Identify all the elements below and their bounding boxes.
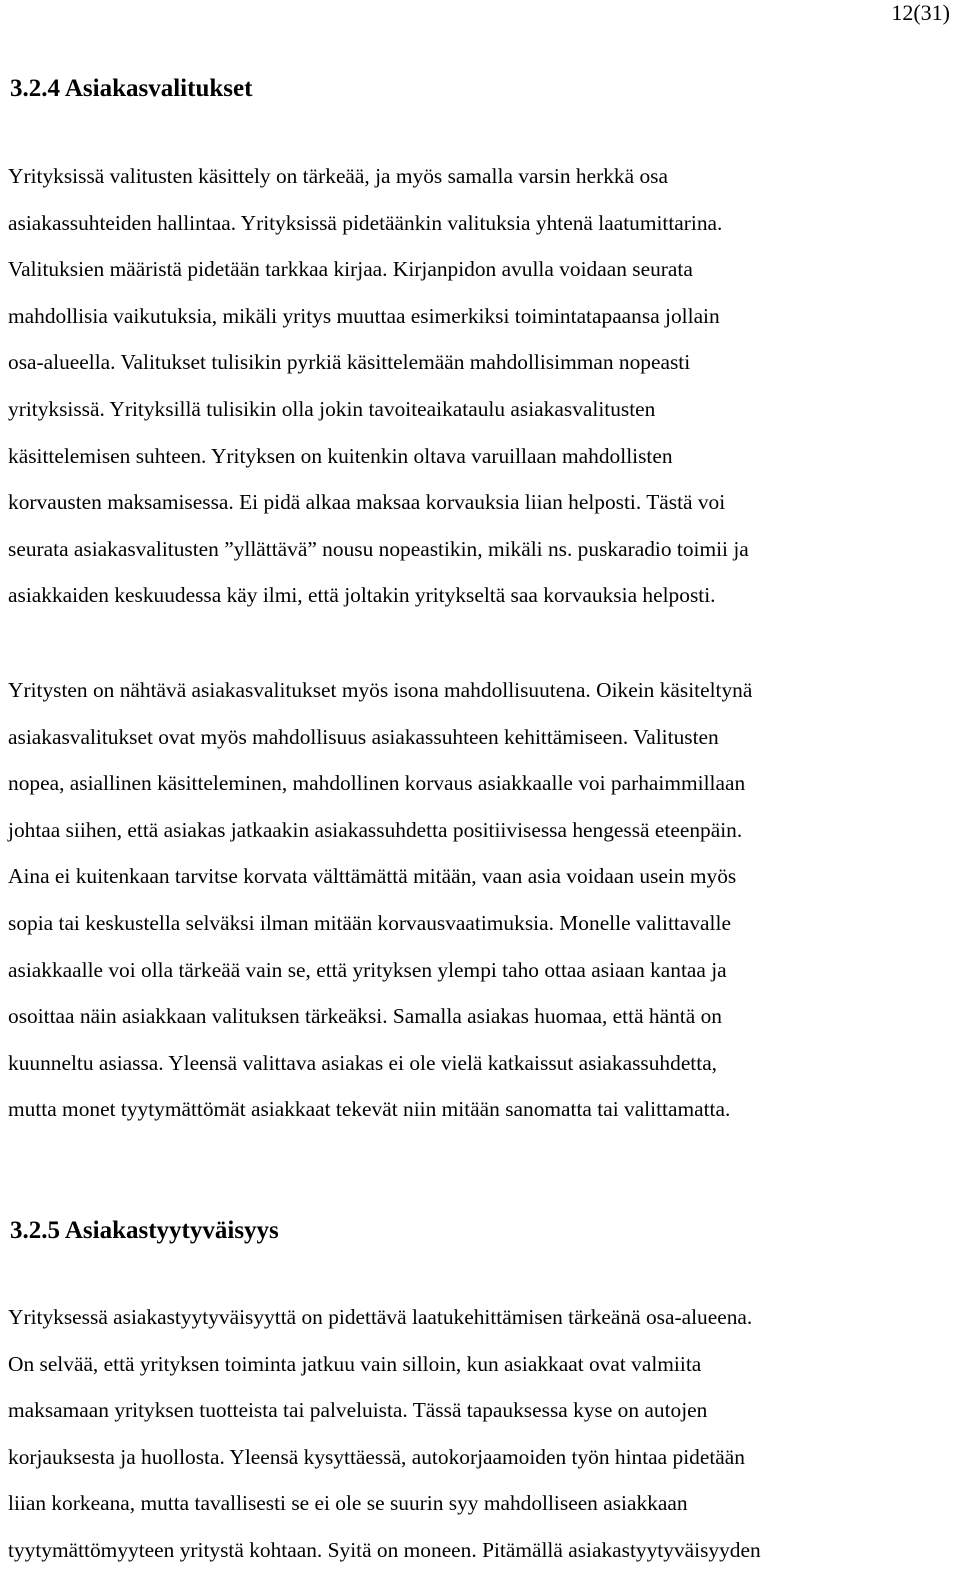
text-line: Yrityksissä valitusten käsittely on tärkeää, ja myös samalla varsin herkkä osa <box>8 164 668 188</box>
text-line: Yritysten on nähtävä asiakasvalitukset myös isona mahdollisuutena. Oikein käsiteltynä <box>8 678 753 702</box>
text-line: korjauksesta ja huollosta. Yleensä kysyttäessä, autokorjaamoiden työn hintaa pidetään <box>8 1444 745 1469</box>
text-line: johtaa siihen, että asiakas jatkaakin asiakassuhdetta positiivisessa hengessä eteenpäin. <box>8 817 743 842</box>
paragraph-asiakastyytyvaisyys-1 <box>8 1294 958 1574</box>
section-heading-asiakasvalitukset: 3.2.4 Asiakasvalitukset <box>10 75 253 102</box>
text-line: mutta monet tyytymättömät asiakkaat tekevät niin mitään sanomatta tai valittamatta. <box>8 1097 731 1122</box>
text-line: tyytymättömyyteen yritystä kohtaan. Syitä on moneen. Pitämällä asiakastyytyväisyyden <box>8 1537 761 1562</box>
text-line: Yrityksessä asiakastyytyväisyyttä on pidettävä laatukehittämisen tärkeänä osa-alueena. <box>8 1305 753 1329</box>
text-line: liian korkeana, mutta tavallisesti se ei ole se suurin syy mahdolliseen asiakkaan <box>8 1491 688 1516</box>
text-line: käsittelemisen suhteen. Yrityksen on kuitenkin oltava varuillaan mahdollisten <box>8 443 673 468</box>
text-line: Aina ei kuitenkaan tarvitse korvata välttämättä mitään, vaan asia voidaan usein myös <box>8 864 737 889</box>
text-line: kuunneltu asiassa. Yleensä valittava asiakas ei ole vielä katkaissut asiakassuhdetta, <box>8 1050 718 1075</box>
text-line: Valituksien määristä pidetään tarkkaa kirjaa. Kirjanpidon avulla voidaan seurata <box>8 257 693 282</box>
text-line: asiakasvalitukset ovat myös mahdollisuus asiakassuhteen kehittämiseen. Valitusten <box>8 724 719 749</box>
text-line: nopea, asiallinen käsitteleminen, mahdollinen korvaus asiakkaalle voi parhaimmillaan <box>8 771 746 796</box>
text-line: osoittaa näin asiakkaan valituksen tärkeäksi. Samalla asiakas huomaa, että häntä on <box>8 1004 722 1029</box>
text-line: asiakkaiden keskuudessa käy ilmi, että joltakin yritykseltä saa korvauksia helposti. <box>8 583 716 608</box>
text-line: mahdollisia vaikutuksia, mikäli yritys muuttaa esimerkiksi toimintatapaansa jollain <box>8 303 720 328</box>
paragraph-asiakasvalitukset-1 <box>8 153 958 619</box>
text-line: yrityksissä. Yrityksillä tulisikin olla jokin tavoiteaikataulu asiakasvalitusten <box>8 396 656 421</box>
text-line: asiakassuhteiden hallintaa. Yrityksissä pidetäänkin valituksia yhtenä laatumittarina. <box>8 210 723 235</box>
section-heading-asiakastyytyvaisyys: 3.2.5 Asiakastyytyväisyys <box>10 1217 279 1244</box>
paragraph-asiakasvalitukset-2 <box>8 667 958 1133</box>
text-line: seurata asiakasvalitusten ”yllättävä” nousu nopeastikin, mikäli ns. puskaradio toimii ja <box>8 536 749 561</box>
text-line: maksamaan yrityksen tuotteista tai palveluista. Tässä tapauksessa kyse on autojen <box>8 1398 708 1423</box>
page-number: 12(31) <box>891 0 950 25</box>
text-line: korvausten maksamisessa. Ei pidä alkaa maksaa korvauksia liian helposti. Tästä voi <box>8 490 726 515</box>
text-line: asiakkaalle voi olla tärkeää vain se, että yrityksen ylempi taho ottaa asiaan kantaa ja <box>8 957 727 982</box>
text-line: osa-alueella. Valitukset tulisikin pyrkiä käsittelemään mahdollisimman nopeasti <box>8 350 691 375</box>
text-line: sopia tai keskustella selväksi ilman mitään korvausvaatimuksia. Monelle valittavalle <box>8 910 731 935</box>
text-line: On selvää, että yrityksen toiminta jatkuu vain silloin, kun asiakkaat ovat valmiita <box>8 1351 702 1376</box>
